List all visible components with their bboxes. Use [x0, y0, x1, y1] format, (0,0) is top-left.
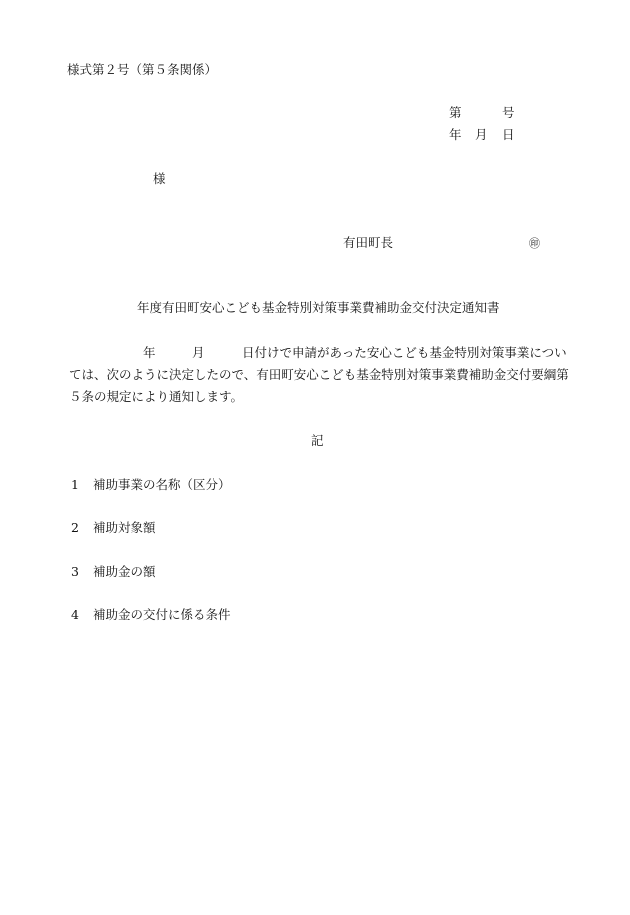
item-label: 補助対象額	[93, 520, 156, 535]
body-line-3: ５条の規定により通知します。	[69, 389, 244, 404]
body-date-year: 年	[143, 345, 156, 360]
number-suffix: 号	[502, 105, 515, 120]
ki-heading: 記	[311, 433, 324, 448]
body-line-1: 日付けで申請があった安心こども基金特別対策事業につい	[242, 345, 567, 360]
issuer-title: 有田町長	[343, 235, 394, 250]
body-line-2: ては、次のように決定したので、有田町安心こども基金特別対策事業費補助金交付要綱第	[69, 367, 569, 382]
item-number: 1	[71, 477, 79, 492]
item-label: 補助金の交付に係る条件	[93, 607, 231, 622]
item-number: 2	[71, 520, 79, 535]
date-day: 日	[502, 127, 515, 142]
item-label: 補助事業の名称（区分）	[93, 477, 231, 492]
date-month: 月	[475, 127, 488, 142]
form-label: 様式第２号（第５条関係）	[67, 62, 218, 77]
number-prefix: 第	[449, 105, 462, 120]
addressee-suffix: 様	[153, 171, 166, 186]
seal-icon: ㊞	[529, 237, 540, 250]
body-date-month: 月	[192, 345, 205, 360]
document-title: 年度有田町安心こども基金特別対策事業費補助金交付決定通知書	[137, 300, 500, 315]
date-year: 年	[449, 127, 462, 142]
item-label: 補助金の額	[93, 564, 156, 579]
item-number: 4	[71, 607, 79, 622]
item-number: 3	[71, 564, 79, 579]
